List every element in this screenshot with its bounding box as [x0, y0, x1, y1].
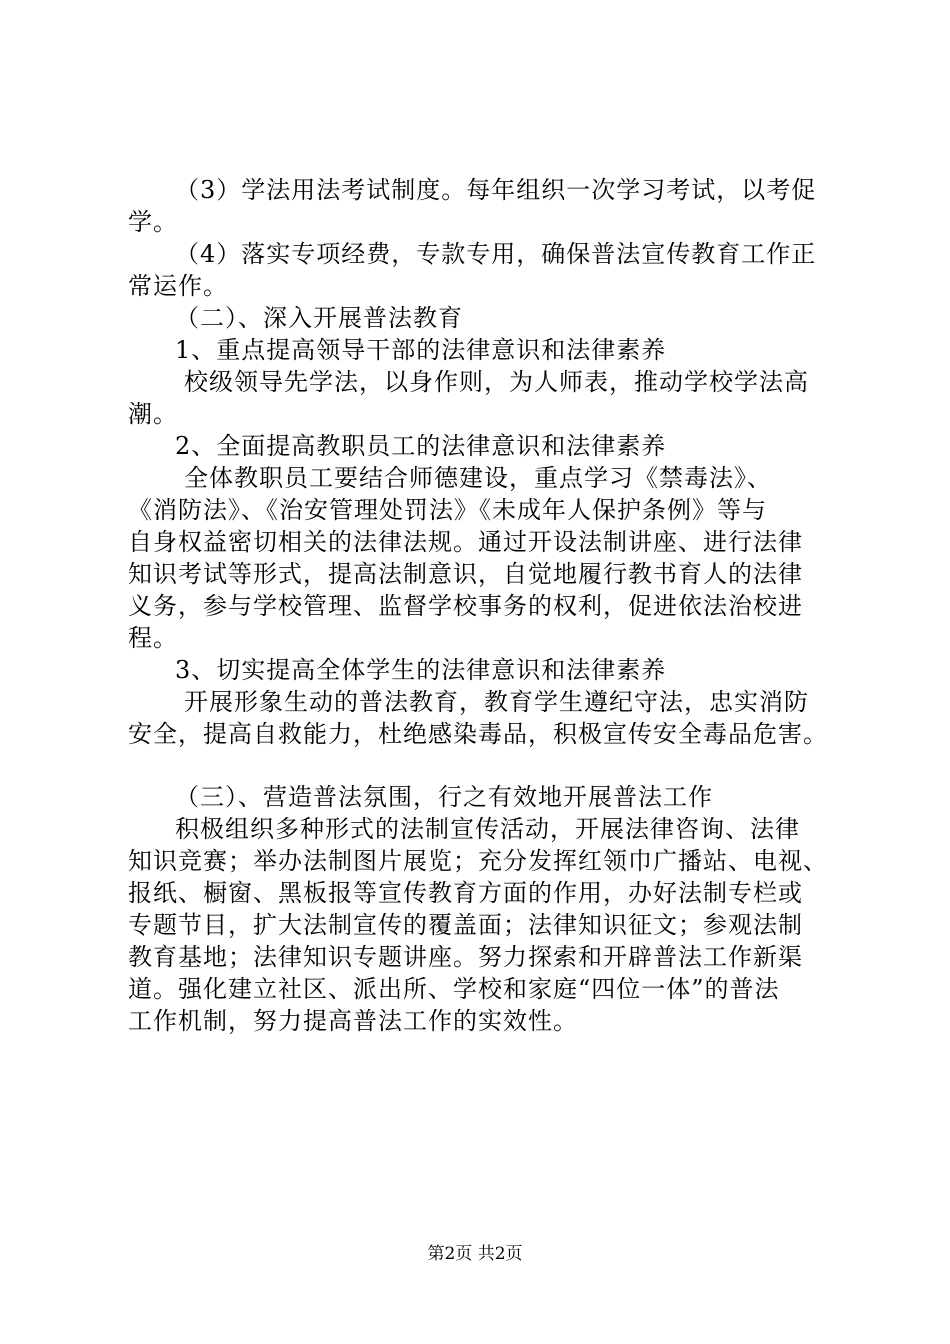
paragraph-line: 报纸、橱窗、黑板报等宣传教育方面的作用，办好法制专栏或 — [128, 879, 803, 907]
paragraph-line: 道。强化建立社区、派出所、学校和家庭“四位一体”的普法 — [128, 975, 780, 1003]
paragraph-line: 常运作。 — [128, 272, 228, 300]
section-heading: （二）、深入开展普法教育 — [175, 304, 463, 332]
paragraph-line: 工作机制，努力提高普法工作的实效性。 — [128, 1007, 578, 1035]
paragraph-line: 潮。 — [128, 400, 178, 428]
subsection-heading: 1、重点提高领导干部的法律意识和法律素养 — [175, 336, 667, 364]
paragraph-line: 学。 — [128, 208, 178, 236]
page-number: 第2页 共2页 — [427, 1244, 523, 1264]
paragraph-line: 全体教职员工要结合师德建设，重点学习《禁毒法》、 — [184, 464, 772, 492]
paragraph-line: 教育基地；法律知识专题讲座。努力探索和开辟普法工作新渠 — [128, 943, 803, 971]
paragraph-line: 开展形象生动的普法教育，教育学生遵纪守法，忠实消防 — [184, 688, 809, 716]
paragraph-line: 自身权益密切相关的法律法规。通过开设法制讲座、进行法律 — [128, 528, 803, 556]
paragraph-line: 安全，提高自救能力，杜绝感染毒品，积极宣传安全毒品危害。 — [128, 720, 828, 748]
paragraph-line: 《消防法》、《治安管理处罚法》《未成年人保护条例》等与 — [128, 496, 767, 524]
paragraph-line: 积极组织多种形式的法制宣传活动，开展法律咨询、法律 — [175, 815, 800, 843]
paragraph-line: 义务，参与学校管理、监督学校事务的权利，促进依法治校进 — [128, 592, 803, 620]
paragraph-line: 知识竞赛；举办法制图片展览；充分发挥红领巾广播站、电视、 — [128, 847, 828, 875]
paragraph-line: 程。 — [128, 624, 178, 652]
paragraph-line: 知识考试等形式，提高法制意识，自觉地履行教书育人的法律 — [128, 560, 803, 588]
paragraph-line: 校级领导先学法，以身作则，为人师表，推动学校学法高 — [184, 368, 809, 396]
subsection-heading: 2、全面提高教职员工的法律意识和法律素养 — [175, 432, 667, 460]
section-heading: （三）、营造普法氛围，行之有效地开展普法工作 — [175, 783, 713, 811]
paragraph-line: 专题节目，扩大法制宣传的覆盖面；法律知识征文；参观法制 — [128, 911, 803, 939]
subsection-heading: 3、切实提高全体学生的法律意识和法律素养 — [175, 656, 667, 684]
paragraph-line: （3）学法用法考试制度。每年组织一次学习考试，以考促 — [175, 176, 817, 204]
paragraph-line: （4）落实专项经费，专款专用，确保普法宣传教育工作正 — [175, 240, 817, 268]
